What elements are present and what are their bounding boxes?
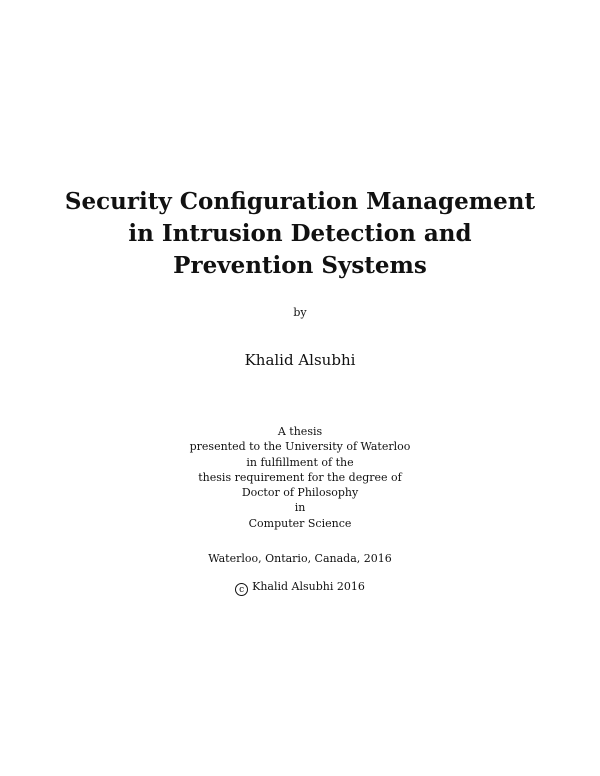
- by-line: by: [293, 306, 307, 319]
- title-line-1: Security Configuration Management: [64, 188, 536, 215]
- thesis-title: [40, 186, 560, 282]
- thesis-statement: [0, 424, 600, 531]
- statement-line-5: Doctor of Philosophy: [241, 486, 359, 500]
- place-and-year: Waterloo, Ontario, Canada, 2016: [208, 552, 392, 565]
- copyright-text: Khalid Alsubhi 2016: [252, 580, 365, 593]
- statement-line-2: presented to the University of Waterloo: [189, 440, 411, 454]
- title-line-3: Prevention Systems: [173, 252, 427, 279]
- statement-line-7: Computer Science: [248, 516, 352, 530]
- copyright-notice: [0, 580, 600, 596]
- statement-line-6: in: [294, 501, 306, 515]
- statement-line-4: thesis requirement for the degree of: [198, 470, 402, 484]
- author-name: Khalid Alsubhi: [244, 351, 356, 369]
- statement-line-3: in fulfillment of the: [246, 455, 354, 469]
- title-line-2: in Intrusion Detection and: [128, 220, 472, 247]
- copyright-icon: c: [235, 583, 248, 596]
- statement-line-1: A thesis: [277, 425, 323, 438]
